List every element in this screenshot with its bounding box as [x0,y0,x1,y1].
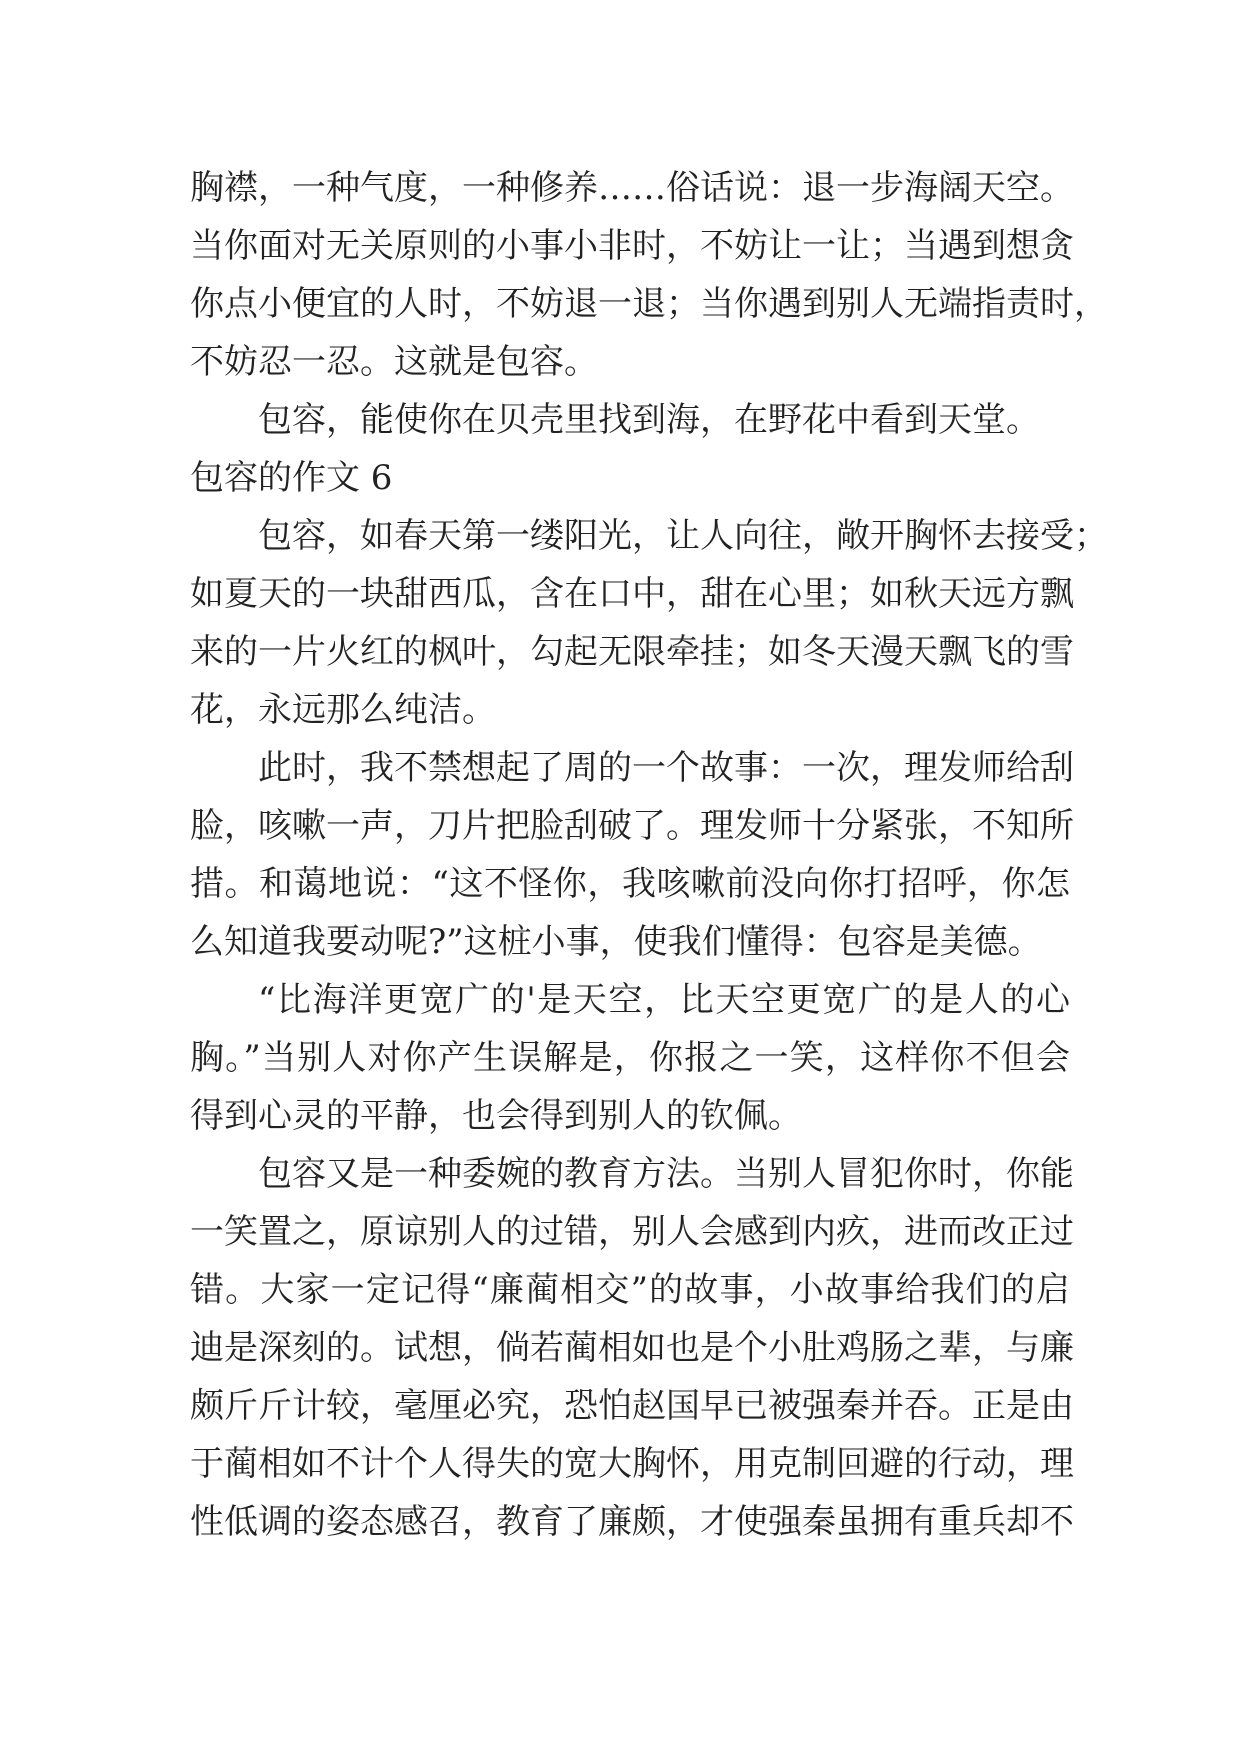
text-line: 包容，能使你在贝壳里找到海，在野花中看到天堂。 [258,400,1040,440]
text-line: 脸，咳嗽一声，刀片把脸刮破了。理发师十分紧张，不知所 [190,806,1074,846]
text-line: 包容，如春天第一缕阳光，让人向往，敞开胸怀去接受； [258,516,1108,556]
text-line: 花，永远那么纯洁。 [190,690,496,730]
text-line: 来的一片火红的枫叶，勾起无限牵挂；如冬天漫天飘飞的雪 [190,632,1074,672]
text-line: 当你面对无关原则的小事小非时，不妨让一让；当遇到想贪 [190,226,1074,266]
text-line: 措。和蔼地说：“这不怪你，我咳嗽前没向你打招呼，你怎 [190,864,1070,904]
text-line: 得到心灵的平静，也会得到别人的钦佩。 [190,1096,802,1136]
text-line: 颇斤斤计较，毫厘必究，恐怕赵国早已被强秦并吞。正是由 [190,1386,1074,1426]
text-line: 迪是深刻的。试想，倘若蔺相如也是个小肚鸡肠之辈，与廉 [190,1328,1074,1368]
text-line: 错。大家一定记得“廉蔺相交”的故事，小故事给我们的启 [190,1270,1070,1310]
text-line: 此时，我不禁想起了周的一个故事：一次，理发师给刮 [258,748,1074,788]
section-heading: 包容的作文 6 [190,458,393,498]
text-line: 胸。”当别人对你产生误解是，你报之一笑，这样你不但会 [190,1038,1070,1078]
text-line: 一笑置之，原谅别人的过错，别人会感到内疚，进而改正过 [190,1212,1074,1252]
text-line: 你点小便宜的人时，不妨退一退；当你遇到别人无端指责时， [190,284,1108,324]
text-line: 性低调的姿态感召，教育了廉颇，才使强秦虽拥有重兵却不 [190,1502,1074,1542]
text-line: 于蔺相如不计个人得失的宽大胸怀，用克制回避的行动，理 [190,1444,1074,1484]
text-line: 么知道我要动呢?”这桩小事，使我们懂得：包容是美德。 [190,922,1042,962]
text-line: 胸襟，一种气度，一种修养……俗话说：退一步海阔天空。 [190,168,1074,208]
text-line: “比海洋更宽广的'是天空，比天空更宽广的是人的心 [258,980,1070,1020]
text-line: 包容又是一种委婉的教育方法。当别人冒犯你时，你能 [258,1154,1074,1194]
text-line: 如夏天的一块甜西瓜，含在口中，甜在心里；如秋天远方飘 [190,574,1074,614]
text-line: 不妨忍一忍。这就是包容。 [190,342,598,382]
